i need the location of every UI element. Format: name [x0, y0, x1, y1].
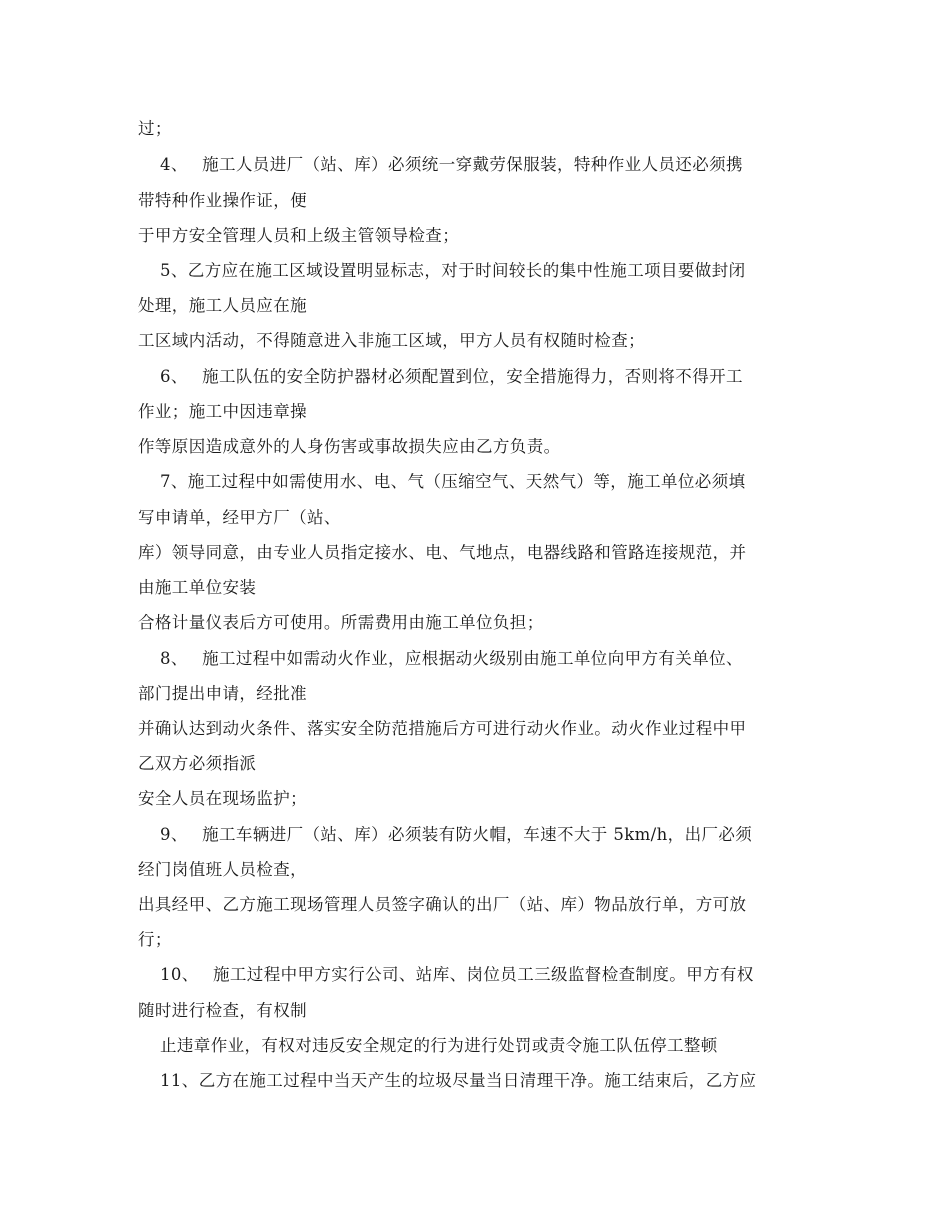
text-line: 止违章作业，有权对违反安全规定的行为进行处罚或责令施工队伍停工整顿	[160, 1036, 718, 1055]
text-line: 出具经甲、乙方施工现场管理人员签字确认的出厂（站、库）物品放行单，方可放	[138, 895, 747, 914]
text-line: 行；	[138, 930, 172, 949]
text-line: 4、 施工人员进厂（站、库）必须统一穿戴劳保服装，特种作业人员还必须携	[160, 155, 743, 174]
text-line: 5、乙方应在施工区域设置明显标志，对于时间较长的集中性施工项目要做封闭	[160, 261, 746, 280]
text-line: 随时进行检查，有权制	[138, 1001, 307, 1020]
text-line: 带特种作业操作证，便	[138, 191, 307, 210]
text-line: 7、施工过程中如需使用水、电、气（压缩空气、天然气）等，施工单位必须填	[160, 472, 746, 491]
text-line: 8、 施工过程中如需动火作业，应根据动火级别由施工单位向甲方有关单位、	[160, 649, 743, 668]
text-line: 安全人员在现场监护；	[138, 789, 307, 808]
text-line: 作业；施工中因违章操	[138, 402, 307, 421]
text-line: 9、 施工车辆进厂（站、库）必须装有防火帽，车速不大于 5km/h，出厂必须	[160, 825, 753, 844]
text-line: 写申请单，经甲方厂（站、	[138, 508, 341, 527]
text-line: 于甲方安全管理人员和上级主管领导检查；	[138, 226, 460, 245]
text-line: 作等原因造成意外的人身伤害或事故损失应由乙方负责。	[138, 437, 561, 456]
text-line: 库）领导同意，由专业人员指定接水、电、气地点，电器线路和管路连接规范，并	[138, 543, 747, 562]
text-line: 合格计量仪表后方可使用。所需费用由施工单位负担；	[138, 613, 544, 632]
text-line: 10、 施工过程中甲方实行公司、站库、岗位员工三级监督检查制度。甲方有权	[160, 965, 754, 984]
text-line: 由施工单位安装	[138, 578, 257, 597]
text-line: 经门岗值班人员检查，	[138, 860, 307, 879]
text-line: 6、 施工队伍的安全防护器材必须配置到位，安全措施得力，否则将不得开工	[160, 367, 743, 386]
text-line: 部门提出申请，经批准	[138, 684, 307, 703]
text-line: 11、乙方在施工过程中当天产生的垃圾尽量当日清理干净。施工结束后，乙方应	[160, 1071, 757, 1090]
text-line: 工区域内活动，不得随意进入非施工区域，甲方人员有权随时检查；	[138, 331, 645, 350]
text-line: 乙双方必须指派	[138, 754, 257, 773]
text-line: 处理，施工人员应在施	[138, 296, 307, 315]
text-line: 并确认达到动火条件、落实安全防范措施后方可进行动火作业。动火作业过程中甲	[138, 719, 747, 738]
text-line: 过；	[138, 119, 172, 138]
